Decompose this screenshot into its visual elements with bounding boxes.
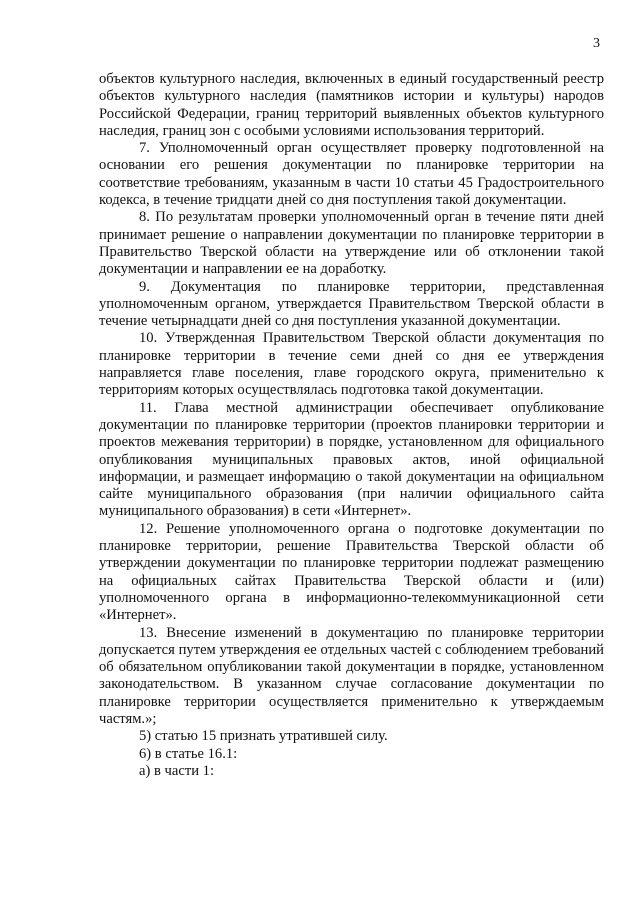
document-body (99, 71, 604, 780)
paragraph-item-11: 11. Глава местной администрации обеспечивает опубликование документации по планировке территории (проектов планировки территории и проектов межевания территории) в порядке, установленном для официального опубликования муниципальных правовых актов, иной официальной информации, и размещает информацию о такой документации на официальном сайте муниципального образования (при наличии официального сайта муниципального образования) в сети «Интернет». (99, 399, 604, 520)
paragraph-item-13: 13. Внесение изменений в документацию по планировке территории допускается путем утверждения ее отдельных частей с соблюдением требований об обязательном опубликовании такой документации в порядке, установленном законодательством. В указанном случае согласование документации по планировке территории осуществляется применительно к утверждаемым частям.»; (99, 624, 604, 727)
paragraph-continuation: объектов культурного наследия, включенных в единый государственный реестр объектов культурного наследия (памятников истории и культуры) народов Российской Федерации, границ территорий выявленных объектов культурного наследия, границ зон с особыми условиями использования территорий. (99, 71, 604, 139)
paragraph-amendment-5: 5) статью 15 признать утратившей силу. (139, 728, 388, 745)
paragraph-item-9: 9. Документация по планировке территории, представленная уполномоченным органом, утверждается Правительством Тверской области в течение четырнадцати дней со дня поступления указанной документации. (99, 278, 604, 330)
paragraph-item-8: 8. По результатам проверки уполномоченный орган в течение пяти дней принимает решение о направлении документации по планировке территории в Правительство Тверской области на утверждение или об отклонении такой документации и направлении ее на доработку. (99, 209, 604, 278)
page-number: 3 (593, 36, 600, 51)
paragraph-item-10: 10. Утвержденная Правительством Тверской области документация по планировке территории в течение семи дней со дня ее утверждения направляется главе поселения, главе городского округа, применительно к территориям которых осуществлялась подготовка такой документации. (99, 330, 604, 399)
paragraph-item-7: 7. Уполномоченный орган осуществляет проверку подготовленной на основании его решения документации по планировке территории на соответствие требованиям, указанным в части 10 статьи 45 Градостроительного кодекса, в течение тридцати дней со дня поступления такой документации. (99, 140, 604, 209)
paragraph-item-12: 12. Решение уполномоченного органа о подготовке документации по планировке территории, решение Правительства Тверской области об утверждении документации по планировке территории подлежат размещению на официальных сайтах Правительства Тверской области и (или) уполномоченного органа в информационно-телекоммуникационной сети «Интернет». (99, 520, 604, 624)
paragraph-amendment-6: 6) в статье 16.1: (139, 745, 238, 762)
paragraph-amendment-6a: а) в части 1: (139, 762, 215, 779)
